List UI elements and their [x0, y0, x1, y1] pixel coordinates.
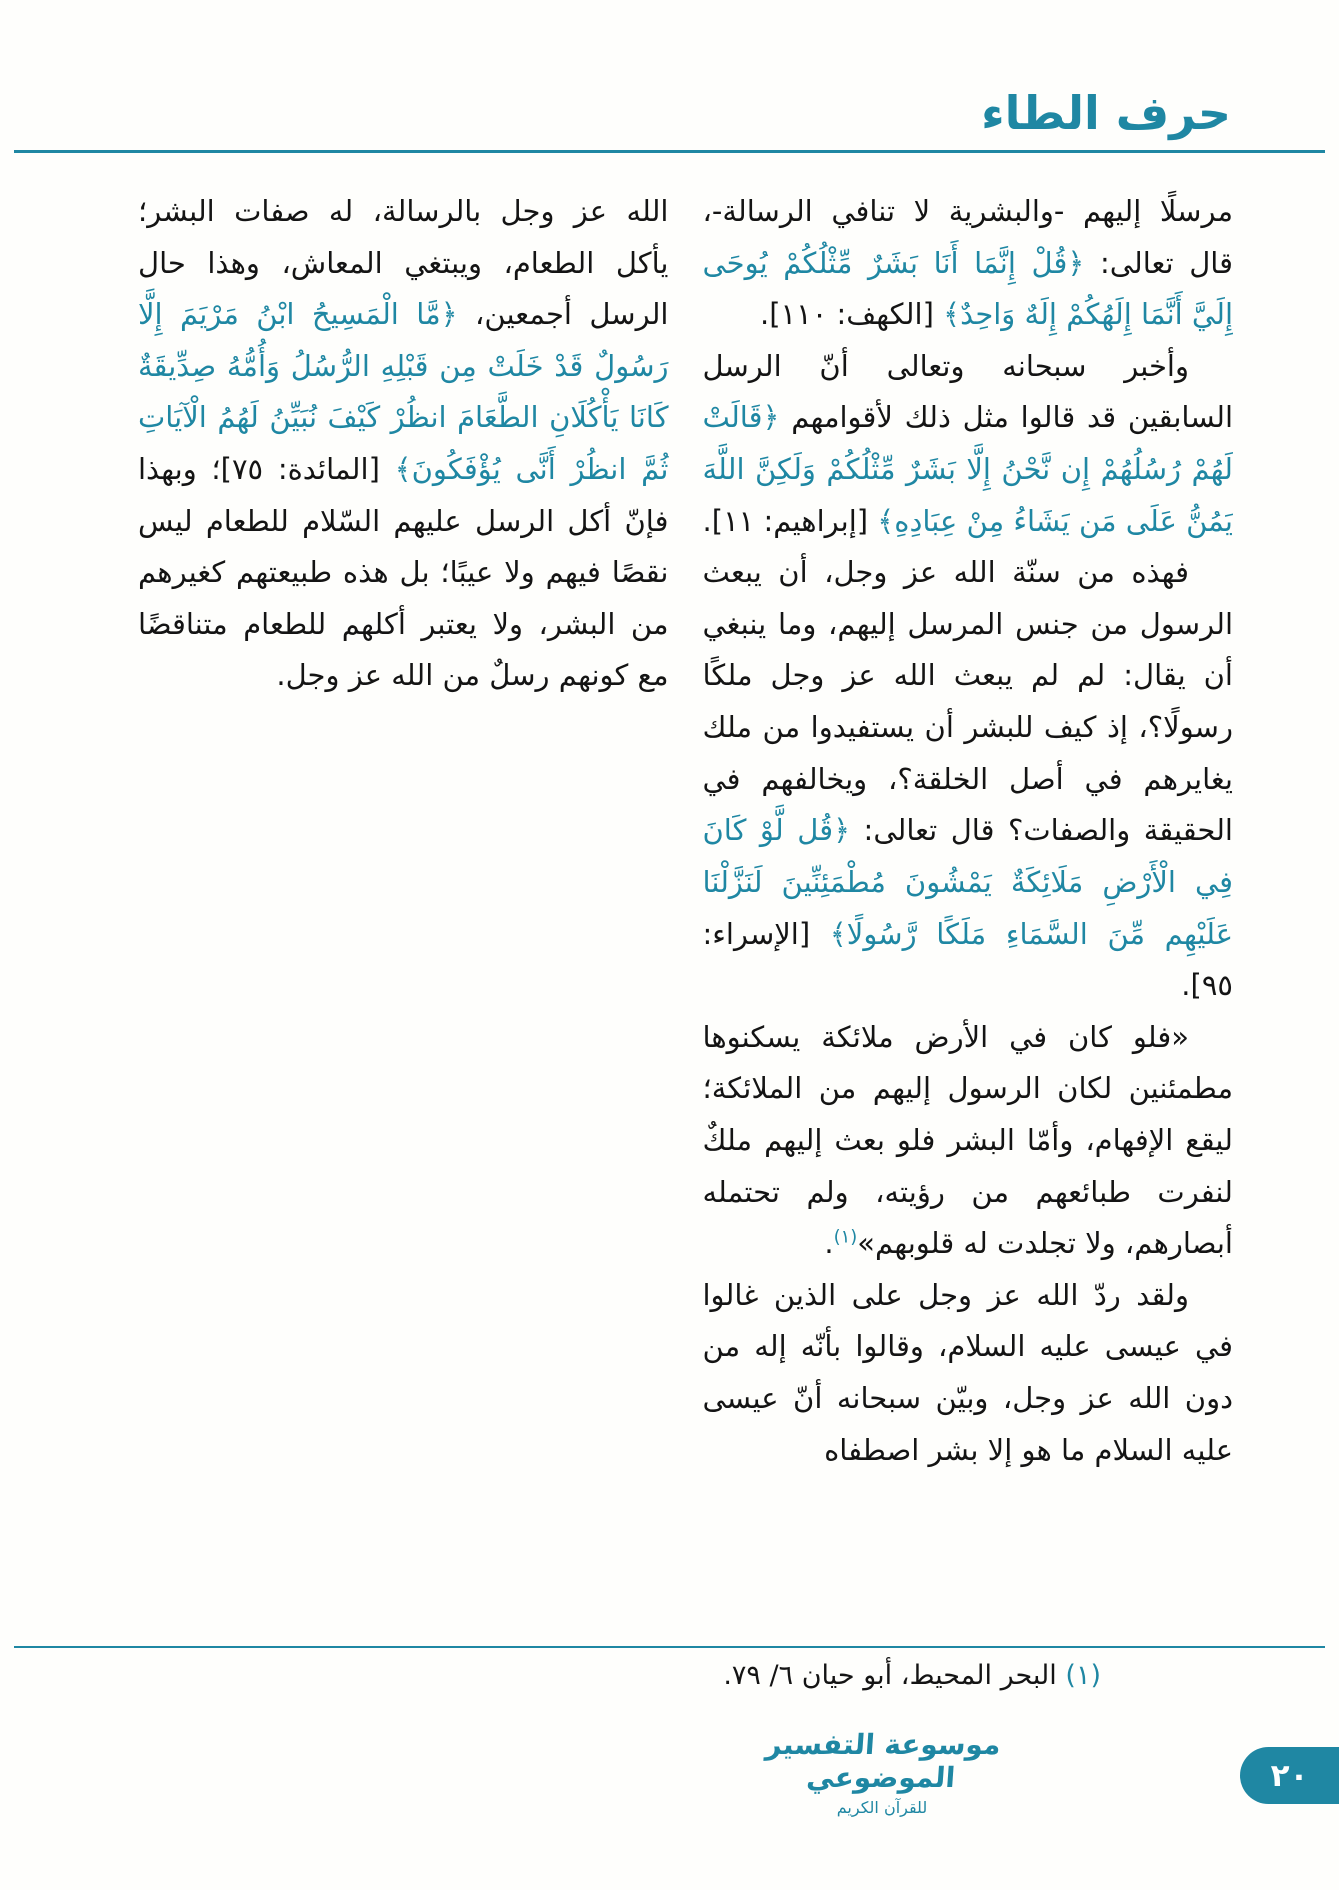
body-text: وأخبر سبحانه وتعالى أنّ الرسل السابقين قد قالوا مثل ذلك لأقوامهم — [702, 348, 1233, 435]
body-text: [الكهف: ١١٠]. — [760, 297, 944, 332]
footnote-text: البحر المحيط، أبو حيان ٦/ ٧٩. — [723, 1660, 1057, 1691]
publisher-logo — [742, 1728, 1022, 1817]
body-text: مرسلًا إليهم -والبشرية لا تنافي الرسالة-، قال تعالى: — [702, 194, 1233, 280]
body-text: [المائدة: ٧٥]؛ وبهذا فإنّ أكل الرسل عليهم السّلام للطعام ليس نقصًا فيهم ولا عيبًا؛ بل هذه طبيعتهم كغيرهم من البشر، ولا يعتبر أكلهم للطعام متناقضًا مع كونهم رسلٌ من الله عز وجل. — [138, 452, 669, 693]
footnote-divider — [14, 1646, 1325, 1648]
quran-verse: ﴿قُلْ إِنَّمَا أَنَا بَشَرٌ مِّثْلُكُمْ يُوحَى إِلَيَّ أَنَّمَا إِلَهُكُمْ إِلَهٌ وَاحِدٌ﴾ — [702, 245, 1233, 332]
quran-verse: ﴿قُل لَّوْ كَانَ فِي الْأَرْضِ مَلَائِكَةٌ يَمْشُونَ مُطْمَئِنِّينَ لَنَزَّلْنَا عَلَيْهِم مِّنَ السَّمَاءِ مَلَكًا رَّسُولًا﴾ — [702, 813, 1233, 951]
header-divider — [14, 150, 1325, 153]
body-text: . — [824, 1226, 834, 1261]
paragraph — [703, 341, 1234, 547]
body-text: [الإسراء: ٩٥]. — [702, 916, 1233, 1003]
column-left — [138, 186, 669, 1638]
body-text: «فلو كان في الأرض ملائكة يسكنوها مطمئنين لكان الرسول إليهم من الملائكة؛ ليقع الإفهام، وأمّا البشر فلو بعث إليهم ملكٌ لنفرت طبائعهم من رؤيته، ولم تحتمله أبصارهم، ولا تجلدت له قلوبهم» — [702, 1019, 1233, 1261]
footnote-number: (١) — [1065, 1660, 1101, 1691]
logo-subtitle: للقرآن الكريم — [836, 1798, 928, 1817]
logo-title: موسوعة التفسير الموضوعي — [764, 1728, 1002, 1794]
column-right — [703, 186, 1234, 1638]
paragraph — [703, 1012, 1234, 1270]
page-number-badge: ٢٠ — [1240, 1747, 1339, 1804]
footnote — [723, 1660, 1101, 1691]
body-text: ولقد ردّ الله عز وجل على الذين غالوا في عيسى عليه السلام، وقالوا بأنّه إله من دون الله عز وجل، وبيّن سبحانه أنّ عيسى عليه السلام ما هو إلا بشر اصطفاه — [702, 1277, 1233, 1467]
body-text: [إبراهيم: ١١]. — [702, 503, 878, 538]
paragraph — [703, 1270, 1234, 1476]
paragraph — [138, 186, 669, 702]
text-columns — [138, 186, 1233, 1638]
chapter-heading: حرف الطاء — [981, 86, 1231, 140]
quran-verse: ﴿مَّا الْمَسِيحُ ابْنُ مَرْيَمَ إِلَّا رَسُولٌ قَدْ خَلَتْ مِن قَبْلِهِ الرُّسُلُ وَأُمُّهُ صِدِّيقَةٌ كَانَا يَأْكُلَانِ الطَّعَامَ انظُرْ كَيْفَ نُبَيِّنُ لَهُمُ الْآيَاتِ ثُمَّ انظُرْ أَنَّى يُؤْفَكُونَ﴾ — [138, 297, 669, 487]
body-text: فهذه من سنّة الله عز وجل، أن يبعث الرسول من جنس المرسل إليهم، وما ينبغي أن يقال: لم لم يبعث الله عز وجل ملكًا رسولًا؟، إذ كيف للبشر أن يستفيدوا من ملك يغايرهم في أصل الخلقة؟، ويخالفهم في الحقيقة والصفات؟ قال تعالى: — [702, 555, 1233, 848]
paragraph — [703, 186, 1234, 341]
body-text: الله عز وجل بالرسالة، له صفات البشر؛ يأكل الطعام، ويبتغي المعاش، وهذا حال الرسل أجمعين، — [138, 194, 669, 332]
quran-verse: ﴿قَالَتْ لَهُمْ رُسُلُهُمْ إِن نَّحْنُ إِلَّا بَشَرٌ مِّثْلُكُمْ وَلَكِنَّ اللَّهَ يَمُنُّ عَلَى مَن يَشَاءُ مِنْ عِبَادِهِ﴾ — [702, 400, 1233, 538]
paragraph — [703, 547, 1234, 1011]
footnote-marker: (١) — [833, 1226, 858, 1248]
